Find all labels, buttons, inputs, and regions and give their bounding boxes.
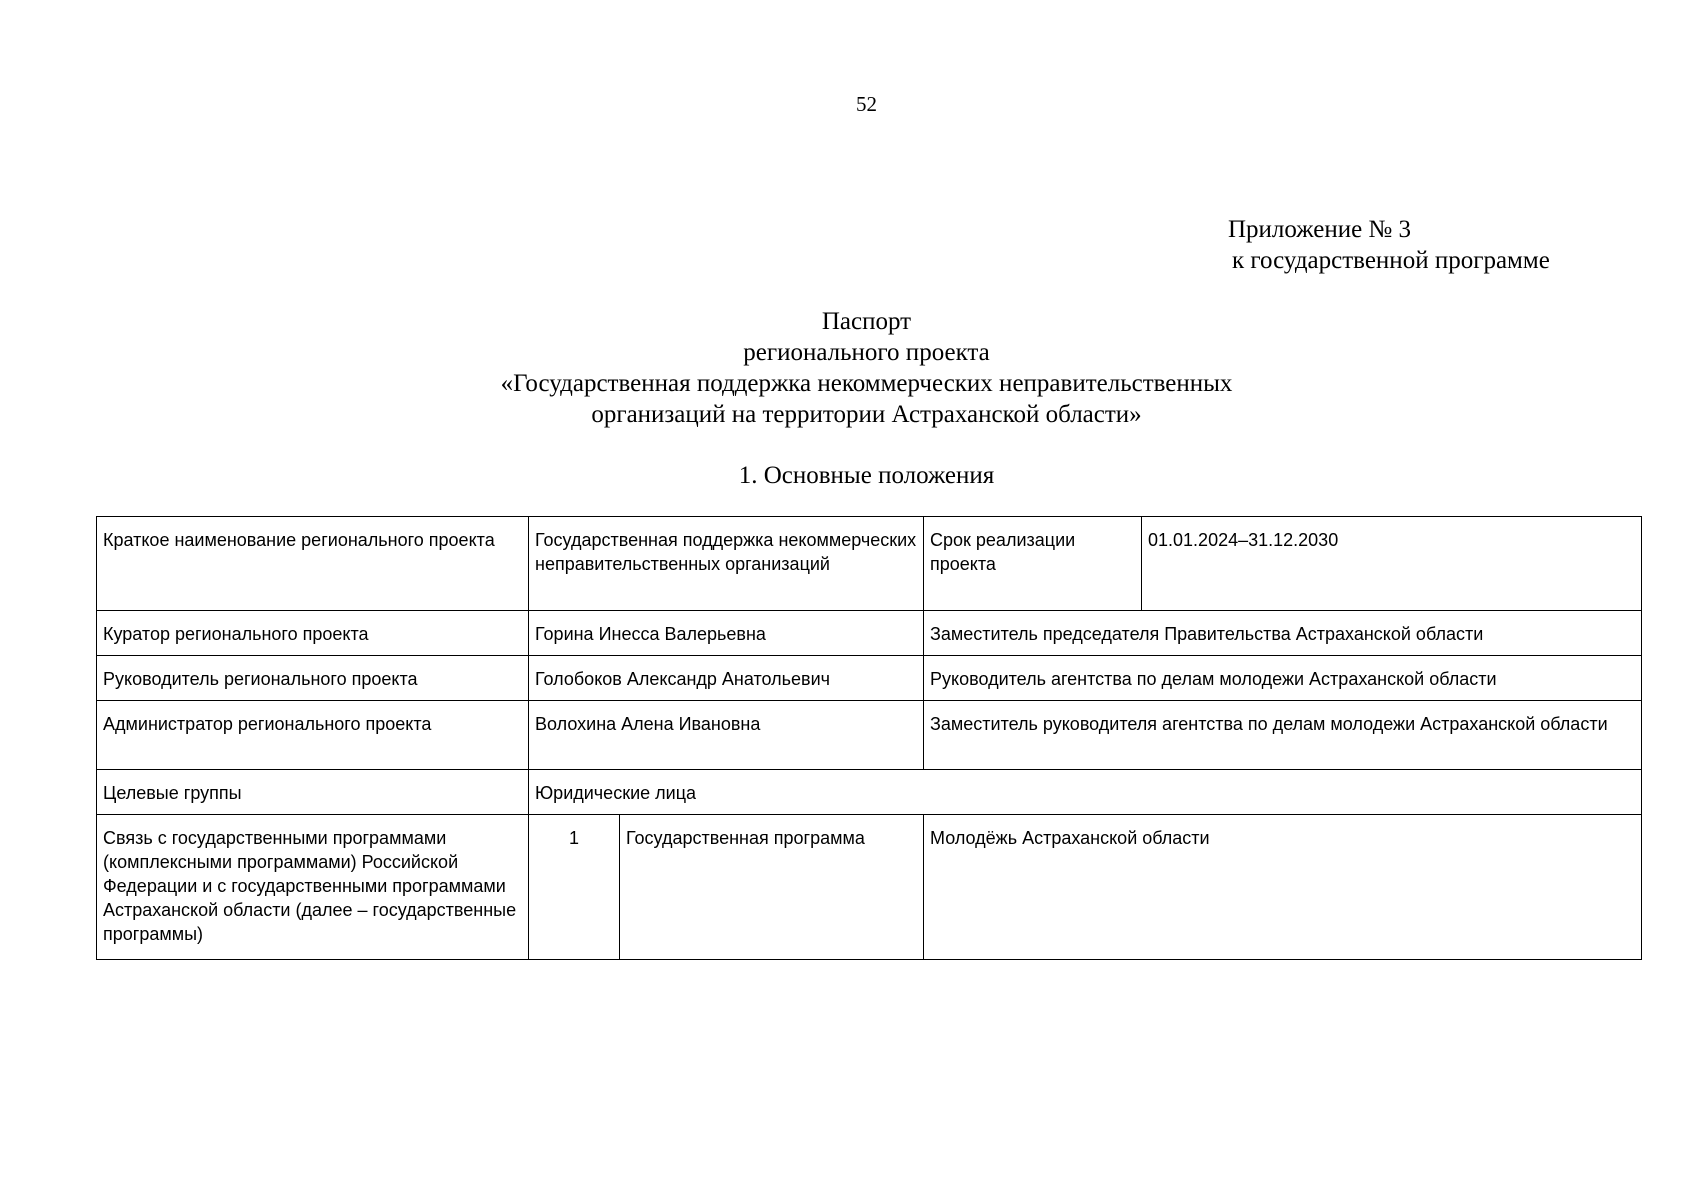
title-line-1: Паспорт bbox=[821, 308, 912, 335]
target-groups-label: Целевые группы bbox=[97, 770, 529, 815]
section-title: 1. Основные положения bbox=[738, 462, 995, 489]
program-type: Государственная программа bbox=[620, 815, 924, 960]
head-position: Руководитель агентства по делам молодежи Астраханской области bbox=[924, 656, 1642, 701]
program-name: Молодёжь Астраханской области bbox=[924, 815, 1642, 960]
term-value: 01.01.2024–31.12.2030 bbox=[1142, 517, 1642, 611]
administrator-label: Администратор регионального проекта bbox=[97, 701, 529, 770]
table-row-curator bbox=[97, 611, 1642, 656]
head-label: Руководитель регионального проекта bbox=[97, 656, 529, 701]
appendix-line-2: к государственной программе bbox=[1232, 247, 1550, 274]
appendix-note bbox=[1228, 214, 1550, 276]
passport-table bbox=[96, 516, 1642, 960]
page-number: 52 bbox=[856, 92, 877, 116]
appendix-line-1: Приложение № 3 bbox=[1228, 216, 1412, 243]
curator-name: Горина Инесса Валерьевна bbox=[529, 611, 924, 656]
curator-label: Куратор регионального проекта bbox=[97, 611, 529, 656]
curator-position: Заместитель председателя Правительства Астраханской области bbox=[924, 611, 1642, 656]
title-line-4: организаций на территории Астраханской области» bbox=[591, 401, 1142, 428]
target-groups-value: Юридические лица bbox=[529, 770, 1642, 815]
table-row-target-groups bbox=[97, 770, 1642, 815]
short-name-value: Государственная поддержка некоммерческих неправительственных организаций bbox=[529, 517, 924, 611]
title-line-3: «Государственная поддержка некоммерческих неправительственных bbox=[500, 370, 1233, 397]
administrator-name: Волохина Алена Ивановна bbox=[529, 701, 924, 770]
title-line-2: регионального проекта bbox=[743, 339, 990, 366]
short-name-label: Краткое наименование регионального проекта bbox=[97, 517, 529, 611]
term-label: Срок реализации проекта bbox=[924, 517, 1142, 611]
program-number: 1 bbox=[529, 815, 620, 960]
table-row-head bbox=[97, 656, 1642, 701]
administrator-position: Заместитель руководителя агентства по делам молодежи Астраханской области bbox=[924, 701, 1642, 770]
table-row-programs-link bbox=[97, 815, 1642, 960]
head-name: Голобоков Александр Анатольевич bbox=[529, 656, 924, 701]
table-row-short-name bbox=[97, 517, 1642, 611]
programs-link-label: Связь с государственными программами (комплексными программами) Российской Федерации и с государственными программами Астраханской области (далее – государственные программы) bbox=[97, 815, 529, 960]
table-row-administrator bbox=[97, 701, 1642, 770]
document-title bbox=[0, 306, 1703, 430]
